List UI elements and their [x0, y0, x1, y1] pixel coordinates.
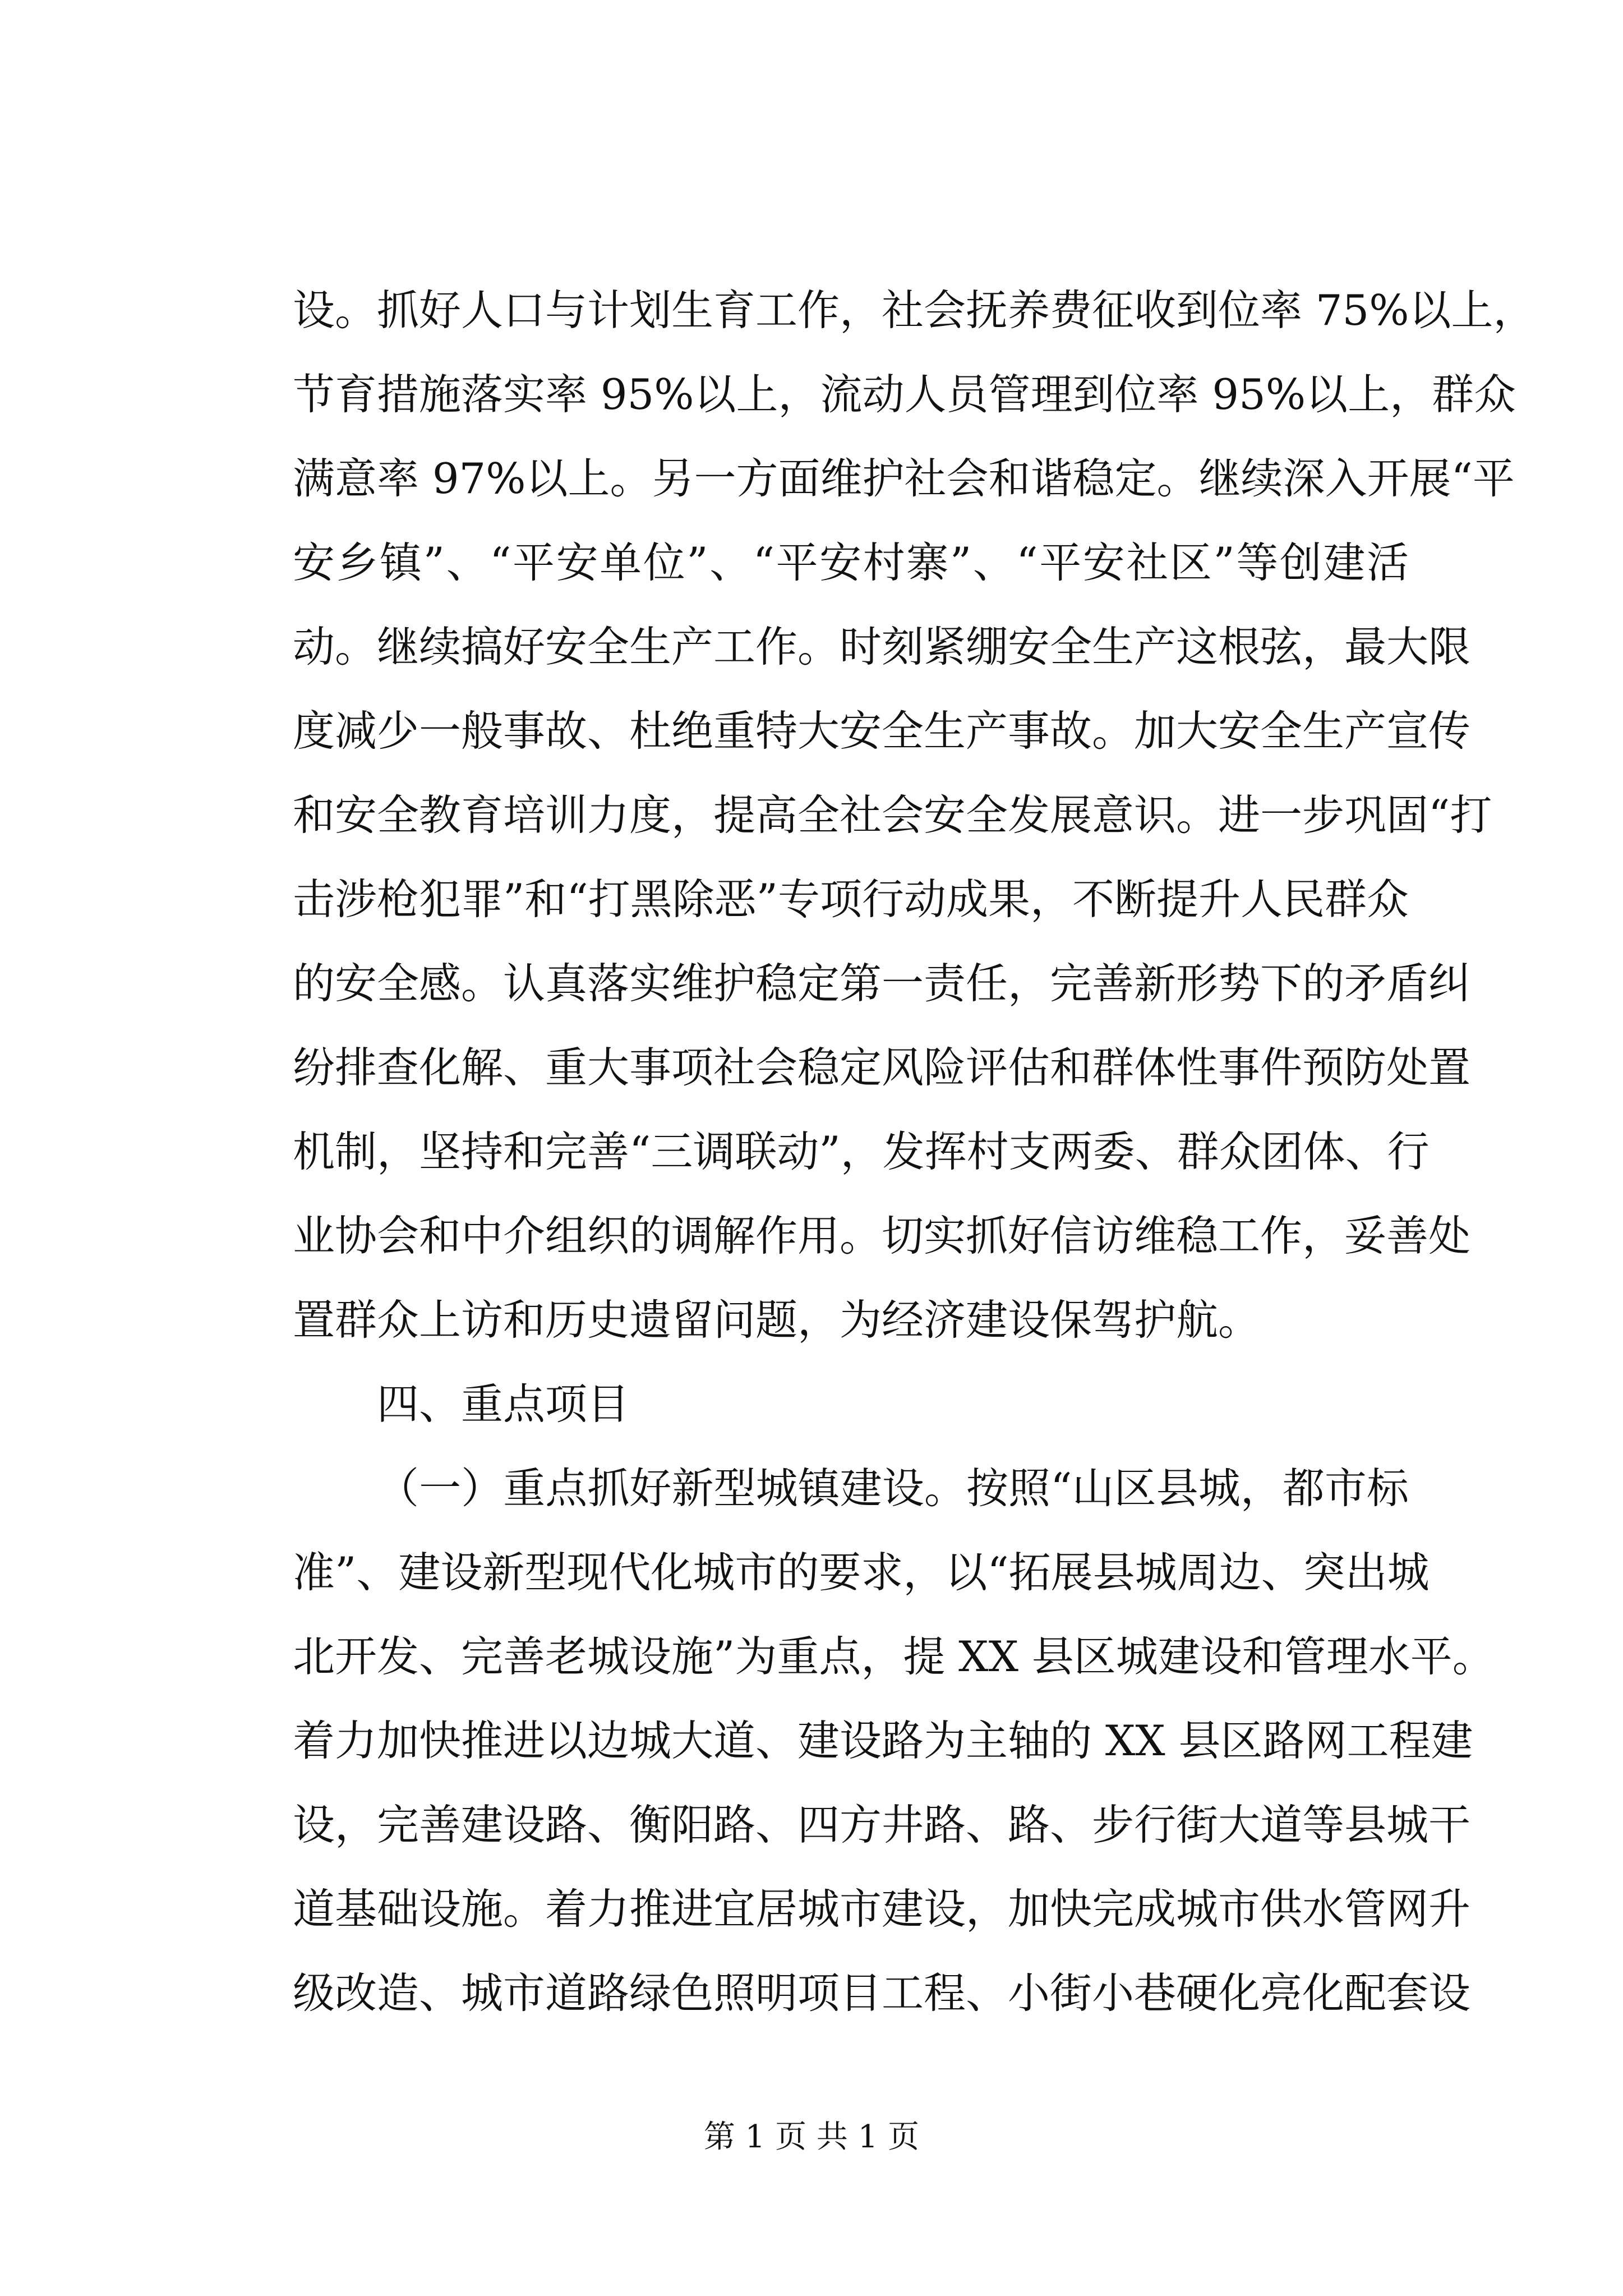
- text-line: 满意率 97%以上。另一方面维护社会和谐稳定。继续深入开展“平: [293, 454, 1515, 503]
- text-line: 的安全感。认真落实维护稳定第一责任，完善新形势下的矛盾纠: [293, 959, 1471, 1008]
- text-line: 业协会和中介组织的调解作用。切实抓好信访维稳工作，妥善处: [293, 1211, 1471, 1260]
- text-line: 和安全教育培训力度，提高全社会安全发展意识。进一步巩固“打: [293, 790, 1492, 840]
- text-line: 机制，坚持和完善“三调联动”，发挥村支两委、群众团体、行: [293, 1127, 1430, 1176]
- text-line: 纷排查化解、重大事项社会稳定风险评估和群体性事件预防处置: [293, 1043, 1471, 1092]
- text-line: 级改造、城市道路绿色照明项目工程、小街小巷硬化亮化配套设: [293, 1968, 1471, 2018]
- text-line: 设，完善建设路、衡阳路、四方井路、路、步行街大道等县城干: [293, 1800, 1471, 1849]
- text-line: 安乡镇”、“平安单位”、“平安村寨”、“平安社区”等创建活: [293, 538, 1409, 587]
- text-line: 着力加快推进以边城大道、建设路为主轴的 XX 县区路网工程建: [293, 1716, 1473, 1765]
- text-line: 道基础设施。着力推进宜居城市建设，加快完成城市供水管网升: [293, 1884, 1471, 1934]
- text-line: 节育措施落实率 95%以上，流动人员管理到位率 95%以上，群众: [293, 370, 1516, 419]
- text-line: （一）重点抓好新型城镇建设。按照“山区县城，都市标: [377, 1464, 1409, 1513]
- text-line: 设。抓好人口与计划生育工作，社会抚养费征收到位率 75%以上，: [293, 286, 1536, 335]
- page-footer: [0, 2115, 1623, 2160]
- text-line: 动。继续搞好安全生产工作。时刻紧绷安全生产这根弦，最大限: [293, 622, 1471, 671]
- text-line: 度减少一般事故、杜绝重特大安全生产事故。加大安全生产宣传: [293, 706, 1471, 756]
- text-line: 北开发、完善老城设施”为重点，提 XX 县区城建设和管理水平。: [293, 1632, 1495, 1681]
- section-heading: 四、重点项目: [377, 1379, 630, 1429]
- text-line: 准”、建设新型现代化城市的要求，以“拓展县城周边、突出城: [293, 1548, 1430, 1597]
- text-line: 置群众上访和历史遗留问题，为经济建设保驾护航。: [293, 1295, 1261, 1345]
- text-line: 击涉枪犯罪”和“打黑除恶”专项行动成果，不断提升人民群众: [293, 875, 1409, 924]
- page-number-label: 第 1 页 共 1 页: [703, 2119, 920, 2155]
